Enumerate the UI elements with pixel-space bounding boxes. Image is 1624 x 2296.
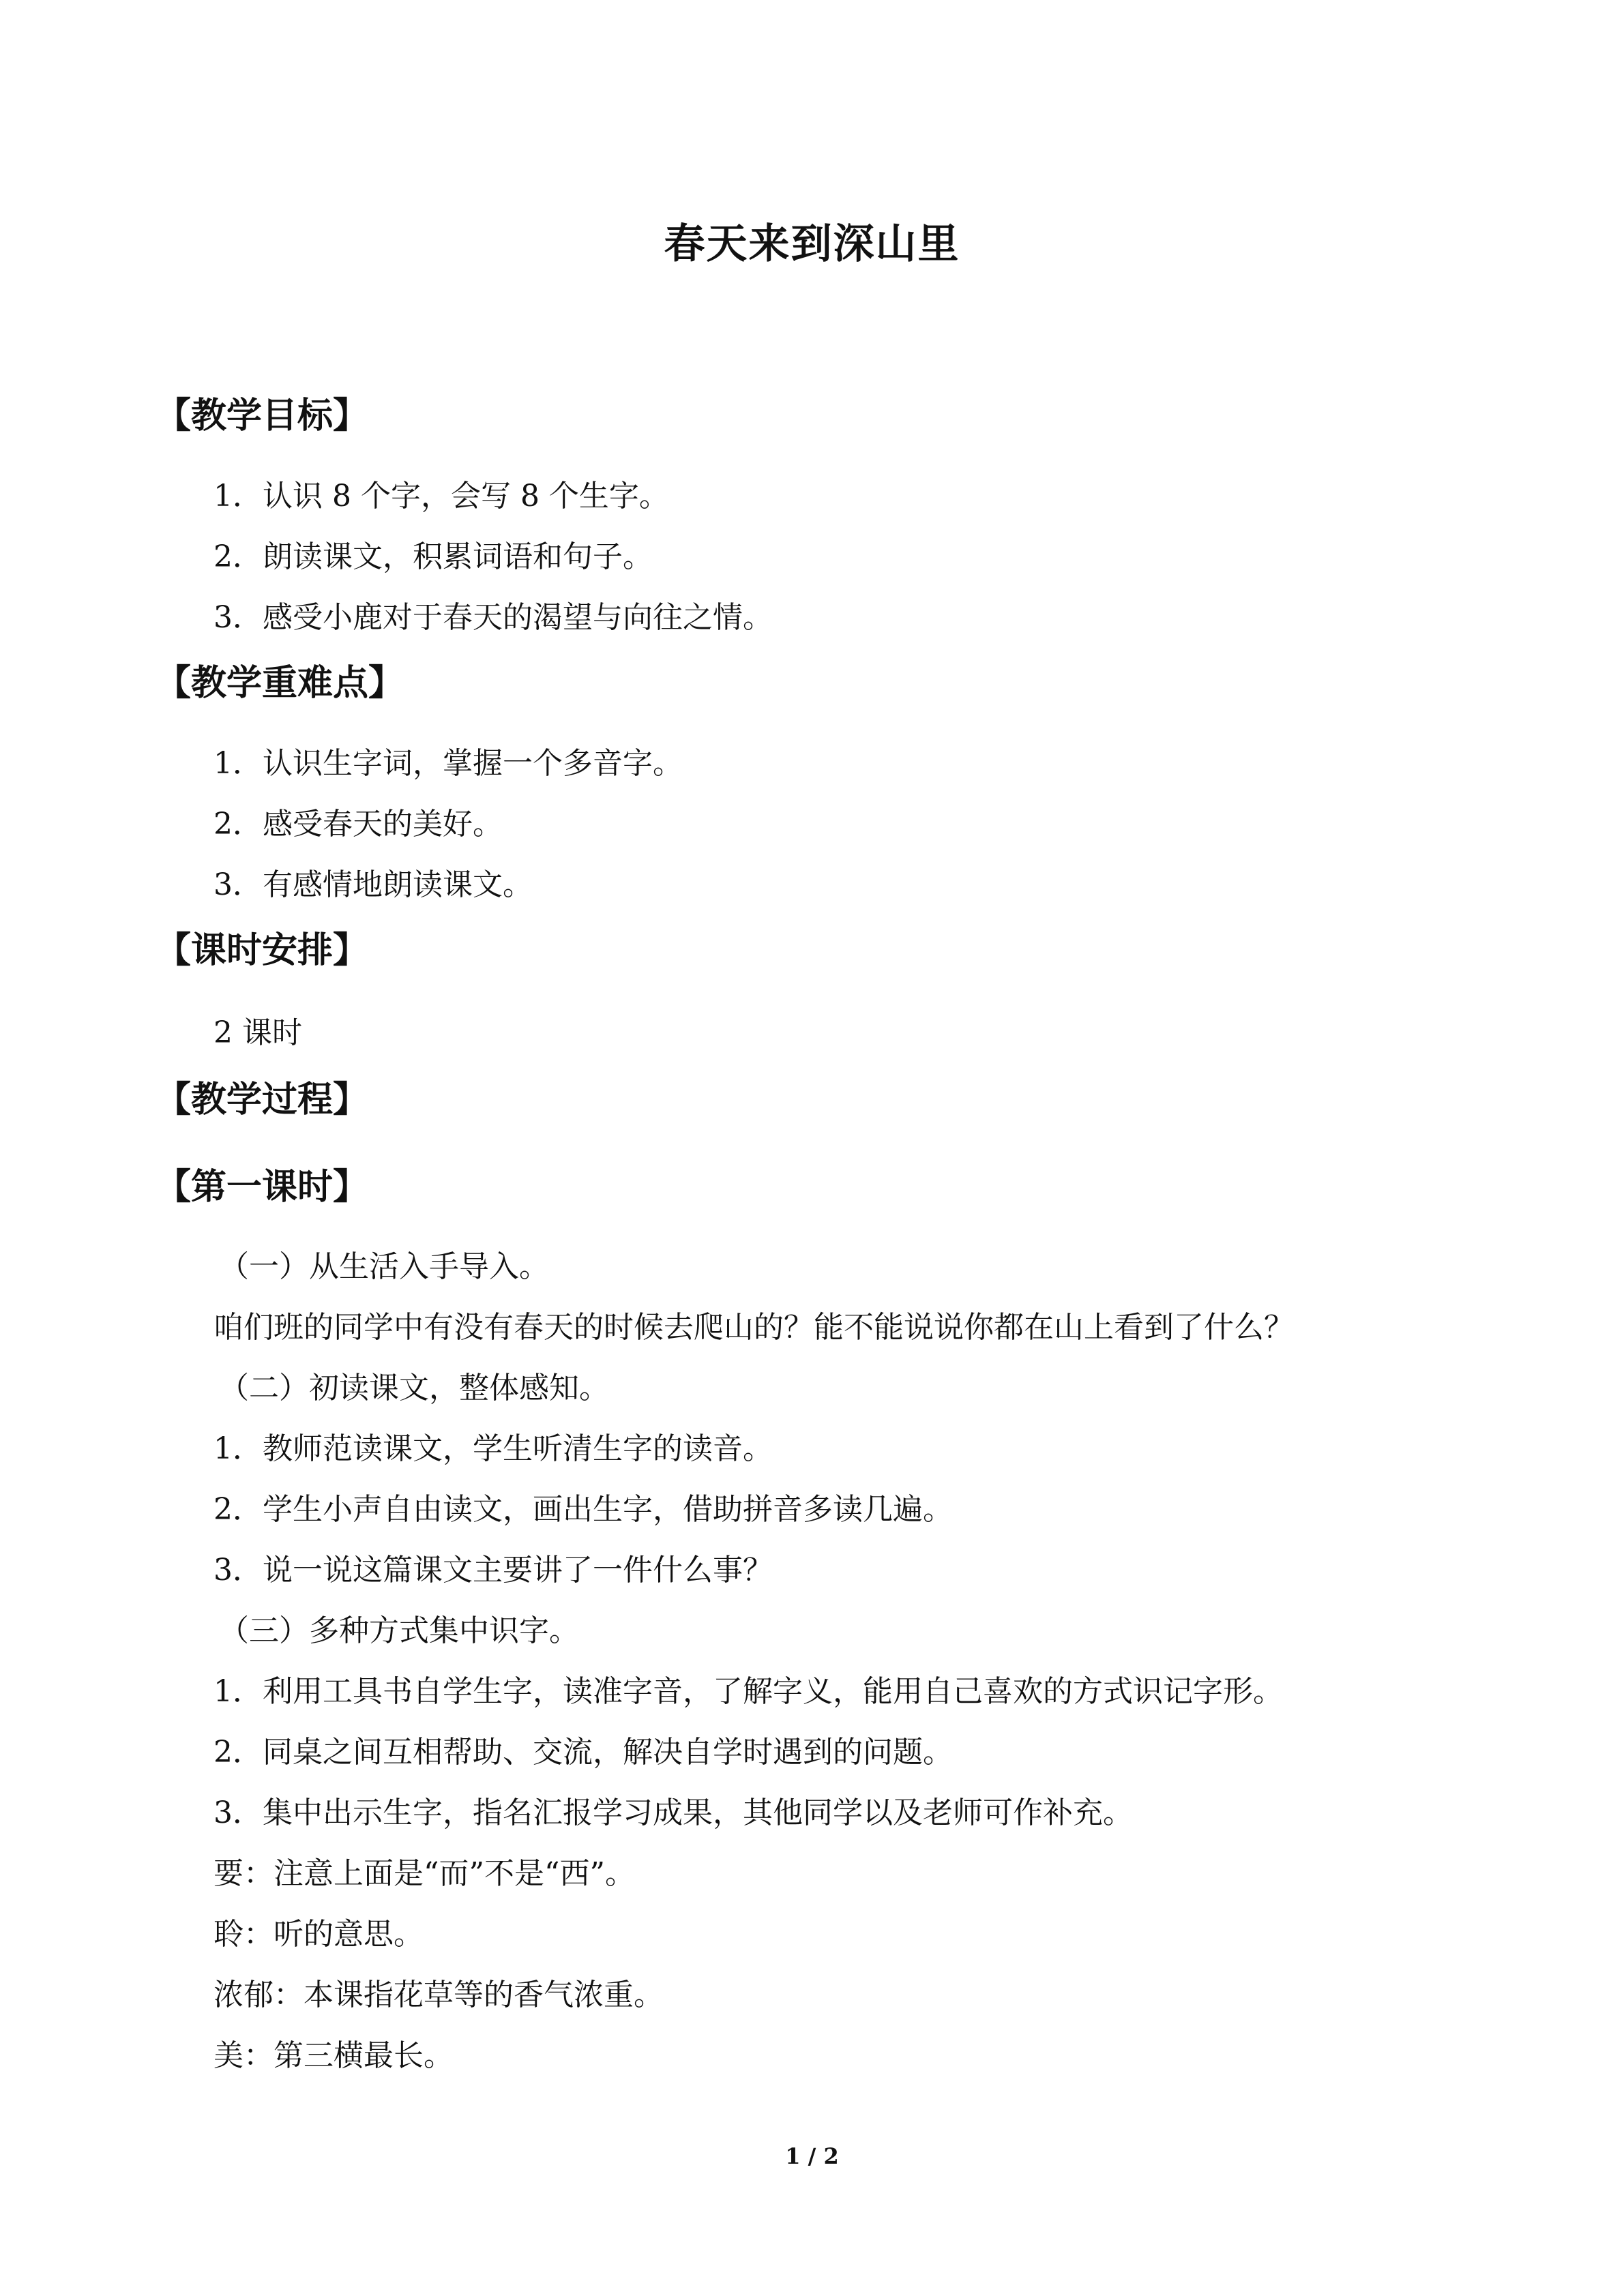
lesson-line: （三）多种方式集中识字。 — [219, 1613, 579, 1648]
heading-lesson1: 【第一课时】 — [156, 1166, 369, 1208]
heading-keypoints: 【教学重难点】 — [156, 662, 404, 704]
lesson-line: 2．同桌之间互相帮助、交流，解决自学时遇到的问题。 — [213, 1735, 953, 1770]
page-number: 1 / 2 — [785, 2143, 839, 2169]
lesson-line: 美：第三横最长。 — [213, 2038, 454, 2073]
lesson-line: 3．说一说这篇课文主要讲了一件什么事？ — [213, 1553, 773, 1587]
lesson-line: 2．学生小声自由读文，画出生字，借助拼音多读几遍。 — [213, 1492, 953, 1527]
lesson-line: （二）初读课文，整体感知。 — [219, 1371, 609, 1405]
heading-objectives: 【教学目标】 — [156, 395, 369, 436]
keypoint-item: 2．感受春天的美好。 — [213, 807, 503, 841]
lesson-line: 1．利用工具书自学生字，读准字音，了解字义，能用自己喜欢的方式识记字形。 — [213, 1674, 1283, 1709]
objective-item: 1．认识 8 个字，会写 8 个生字。 — [213, 479, 669, 513]
keypoint-item: 1．认识生字词，掌握一个多音字。 — [213, 746, 683, 781]
lesson-line: 3．集中出示生字，指名汇报学习成果，其他同学以及老师可作补充。 — [213, 1795, 1133, 1830]
lesson-line: 1．教师范读课文，学生听清生字的读音。 — [213, 1431, 773, 1466]
lesson-line: 浓郁：本课指花草等的香气浓重。 — [213, 1978, 664, 2012]
lesson-line: 聆：听的意思。 — [213, 1917, 424, 1952]
page-title: 春天来到深山里 — [664, 220, 960, 268]
lesson-line: （一）从生活入手导入。 — [219, 1249, 549, 1284]
schedule-text: 2 课时 — [213, 1015, 302, 1050]
objective-item: 2．朗读课文，积累词语和句子。 — [213, 539, 653, 574]
lesson-line: 咱们班的同学中有没有春天的时候去爬山的？能不能说说你都在山上看到了什么？ — [213, 1310, 1294, 1345]
heading-process: 【教学过程】 — [156, 1079, 369, 1120]
keypoint-item: 3．有感情地朗读课文。 — [213, 867, 533, 902]
lesson-line: 要：注意上面是“而”不是“西”。 — [213, 1856, 635, 1891]
objective-item: 3．感受小鹿对于春天的渴望与向往之情。 — [213, 600, 773, 635]
heading-schedule: 【课时安排】 — [156, 929, 369, 971]
